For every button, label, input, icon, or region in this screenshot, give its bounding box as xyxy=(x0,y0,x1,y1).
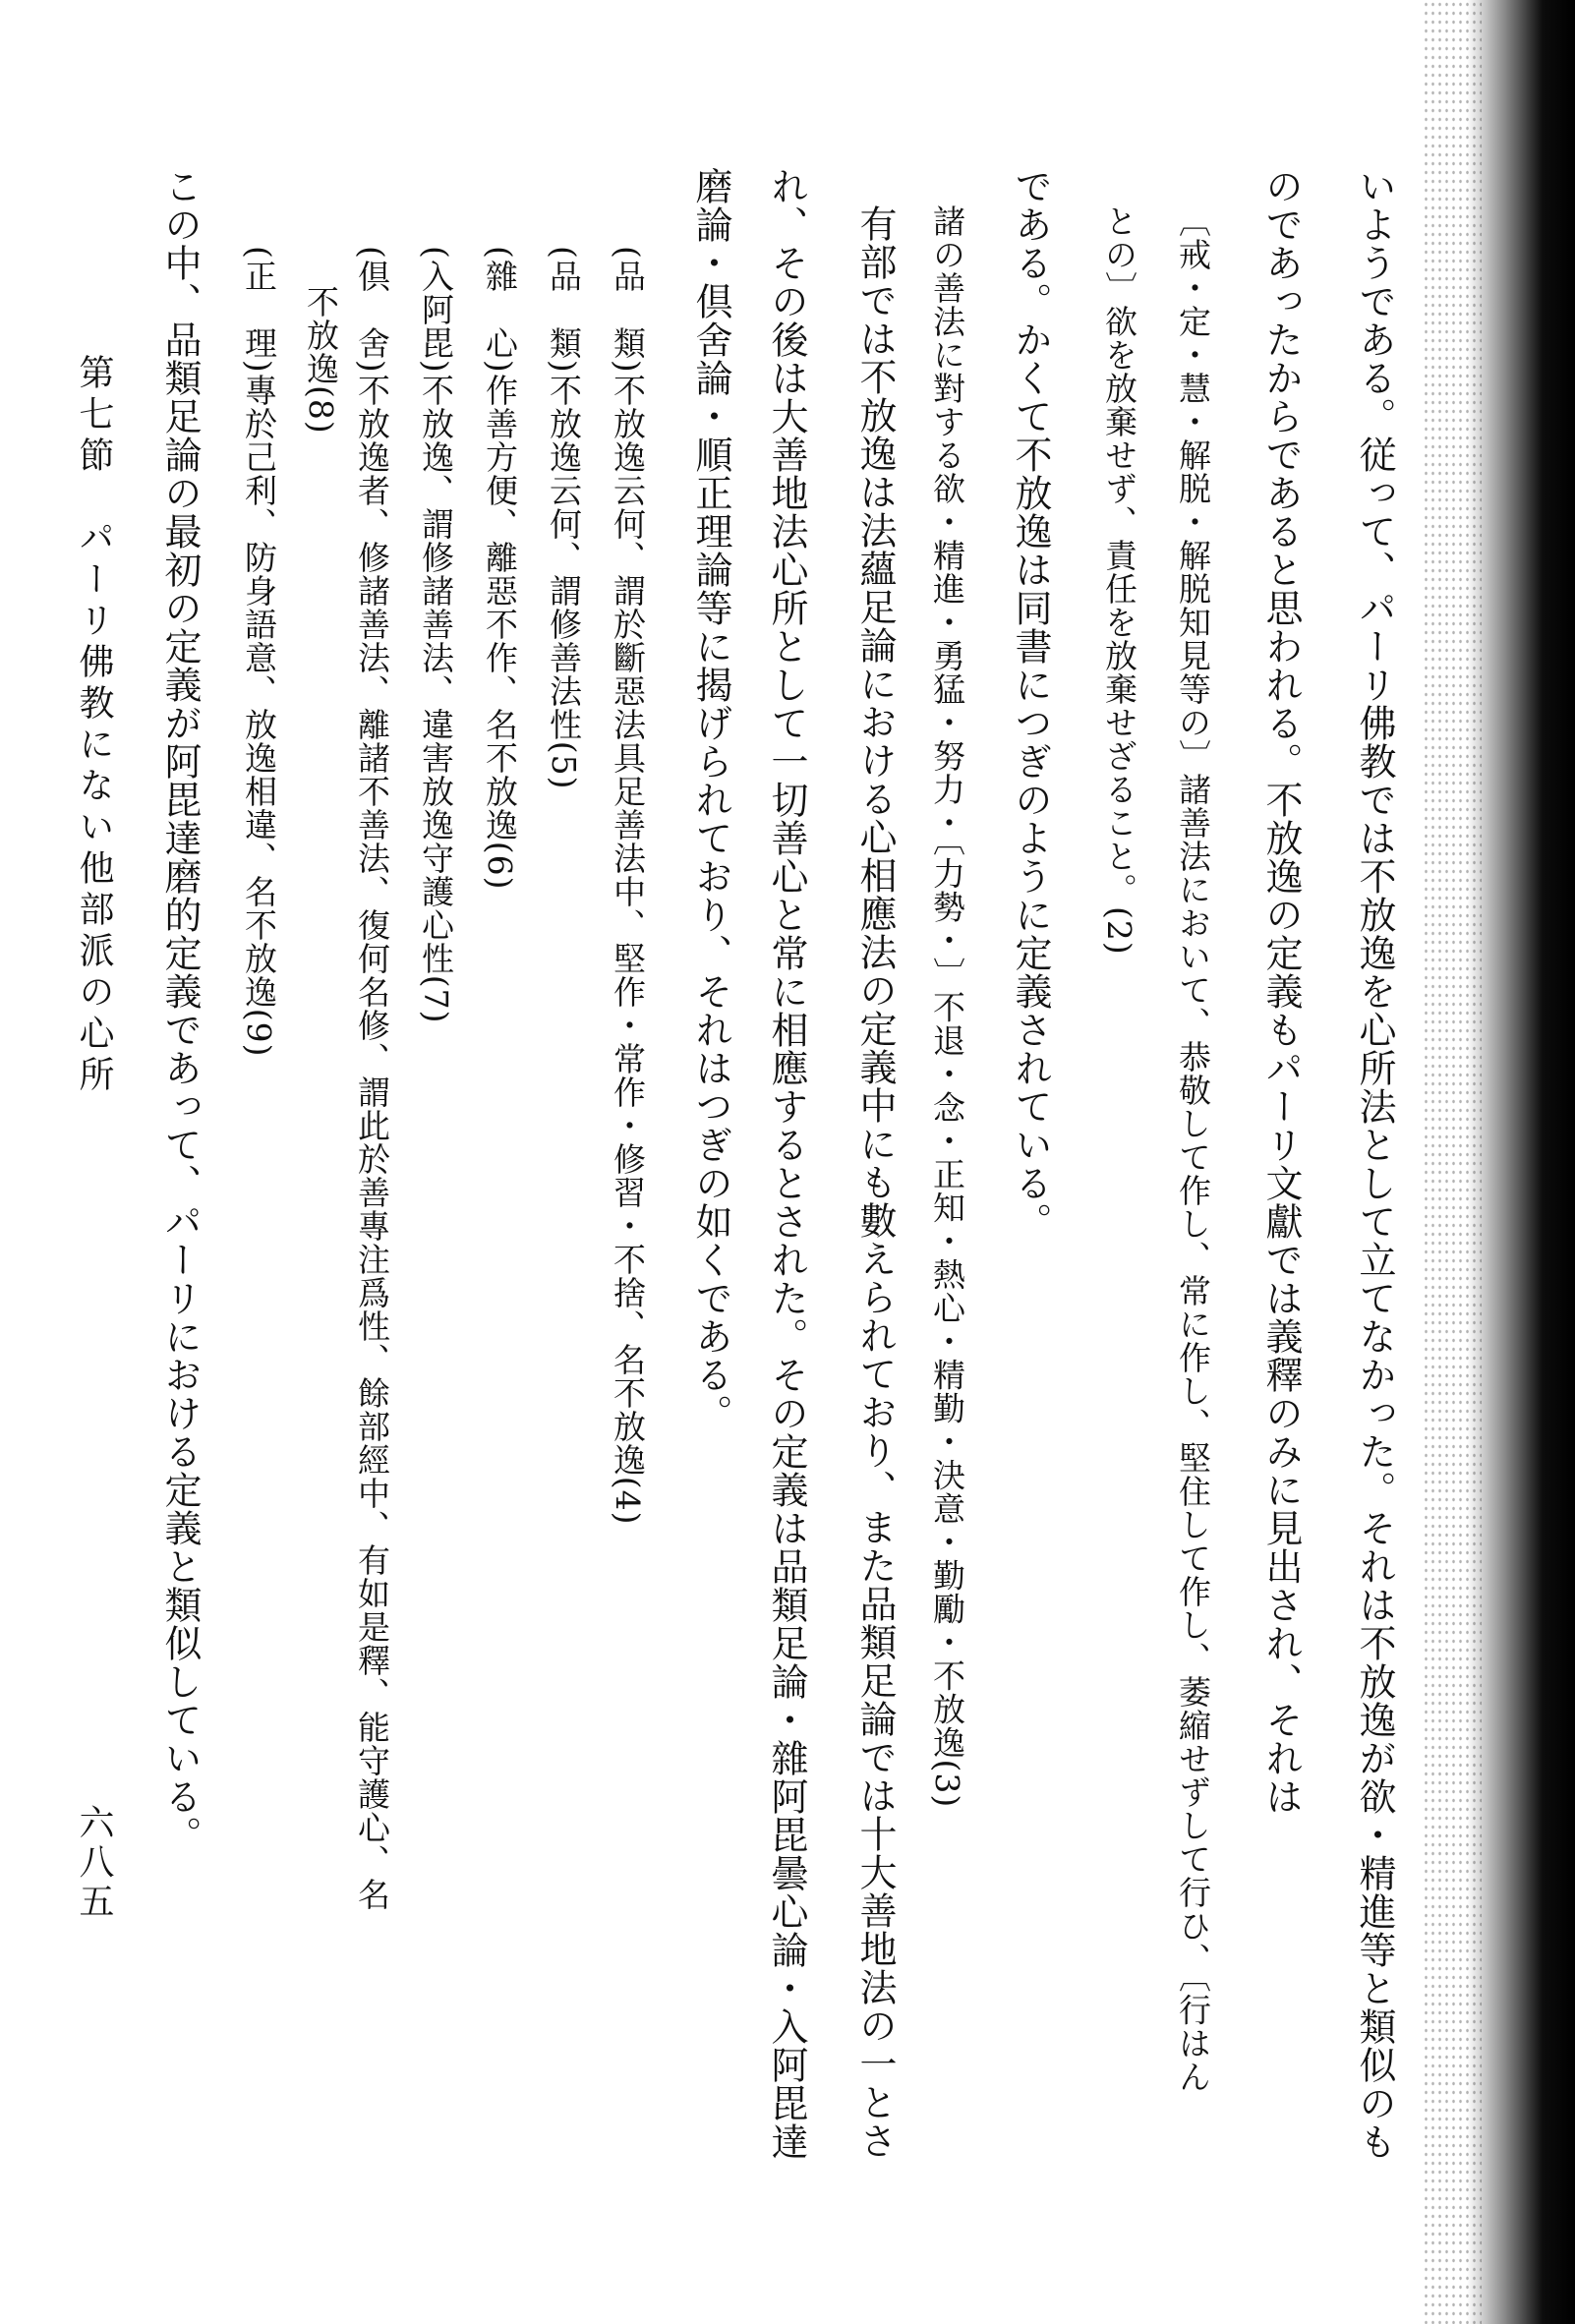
text-column-6: 諸の善法に對する欲・精進・勇猛・努力・〔力勢・〕不退・念・正知・熱心・精勤・決意・勤勵・不放逸(3) xyxy=(928,204,966,1809)
text-column-1: いようである。従って、パーリ佛教では不放逸を心所法として立てなかった。それは不放逸が欲・精進等と類似のも xyxy=(1353,167,1396,2161)
citation-zaxin: (雜 心)作善方便、離惡不作、名不放逸(6) xyxy=(481,246,519,891)
page-number: 六八五 xyxy=(74,1804,114,1922)
text-column-4: との〕欲を放棄せず、責任を放棄せざること。(2) xyxy=(1100,204,1138,956)
text-column-8: れ、その後は大善地法心所として一切善心と常に相應するとされた。その定義は品類足論・雜阿毘曇心論・入阿毘達 xyxy=(765,167,808,2161)
text-column-5: である。かくて不放逸は同書につぎのように定義されている。 xyxy=(1009,167,1052,1241)
text-column-3: 〔戒・定・慧・解脱・解脱知見等の〕諸善法において、恭敬して作し、常に作し、堅住して作し、萎縮せずして行ひ、〔行はん xyxy=(1174,204,1212,2094)
text-column-2: のであったからであると思われる。不放逸の定義もパーリ文獻では義釋のみに見出され、それは xyxy=(1259,167,1303,1816)
running-head: 第七節 パーリ佛教にない他部派の心所 xyxy=(74,354,114,1097)
citation-jushe: (倶 舍)不放逸者、修諸善法、離諸不善法、復何名修、謂此於善專注爲性、餘部經中、有如是釋、能守護心、名 xyxy=(353,246,391,1911)
citation-ruapi: (入阿毘)不放逸、謂修諸善法、違害放逸守護心性(7) xyxy=(417,246,455,1024)
citation-zhengli: (正 理)專於己利、防身語意、放逸相違、名不放逸(9) xyxy=(240,246,278,1058)
citation-pinlei-1: (品 類)不放逸云何、謂於斷惡法具足善法中、堅作・常作・修習・不捨、名不放逸(4) xyxy=(609,246,647,1526)
citation-jushe-cont: 不放逸(8) xyxy=(302,285,340,435)
scan-dark-edge xyxy=(1467,0,1575,2324)
text-column-7: 有部では不放逸は法蘊足論における心相應法の定義中にも數えられており、また品類足論では十大善地法の一とさ xyxy=(853,204,897,2160)
citation-pinlei-2: (品 類)不放逸云何、謂修善法性(5) xyxy=(545,246,583,790)
text-column-conclusion: この中、品類足論の最初の定義が阿毘達磨的定義であって、パーリにおける定義と類似している。 xyxy=(158,167,202,1854)
text-column-9: 磨論・倶舍論・順正理論等に揭げられており、それはつぎの如くである。 xyxy=(689,167,732,1432)
scan-speckle xyxy=(1423,0,1482,2324)
